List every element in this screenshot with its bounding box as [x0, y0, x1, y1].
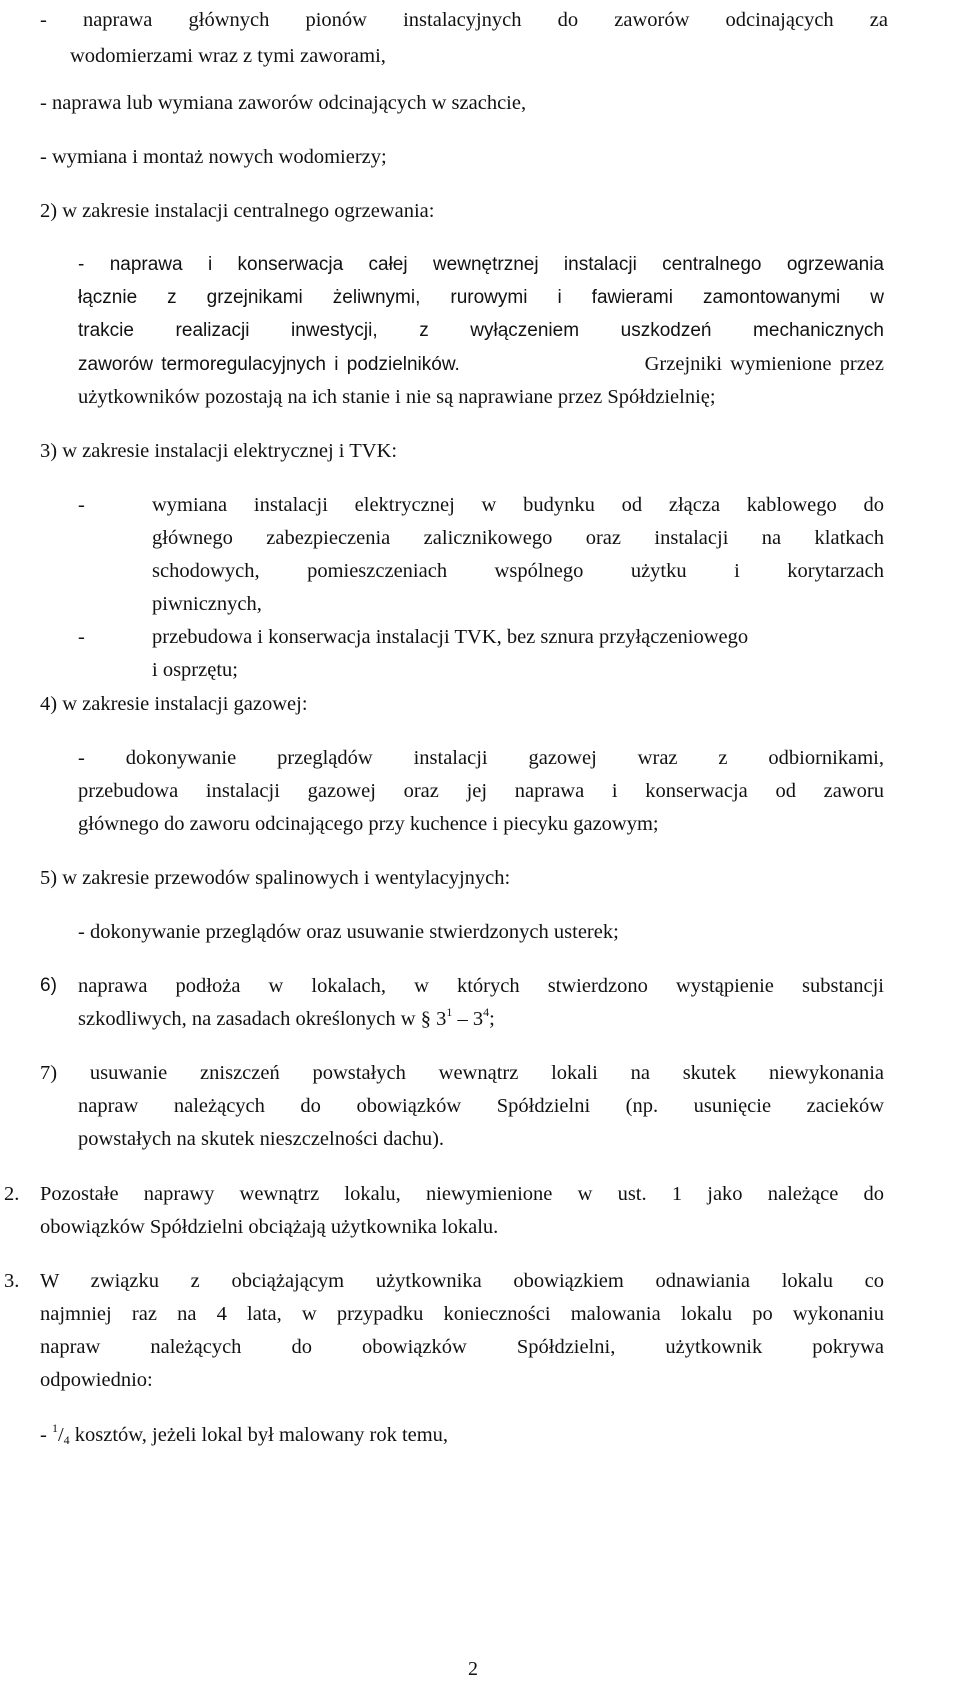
section-heading-heating: 2) w zakresie instalacji centralnego ogrzewania:	[40, 200, 435, 222]
cost-dash: -	[40, 1424, 52, 1446]
list-item-heating-line3: trakcie realizacji inwestycji, z wyłączeniem uszkodzeń mechanicznych	[78, 320, 884, 341]
paragraph-3-line3: napraw należących do obowiązków Spółdzielni, użytkownik pokrywa	[40, 1336, 884, 1358]
dash-marker: -	[78, 626, 85, 648]
list-item-valves: - naprawa lub wymiana zaworów odcinających w szachcie,	[40, 92, 527, 114]
list-item-tvk-line2: i osprzętu;	[152, 659, 238, 681]
paragraph-3-line2: najmniej raz na 4 lata, w przypadku konieczności malowania lokalu po wykonaniu	[40, 1303, 884, 1325]
fraction-denominator: 4	[63, 1433, 70, 1447]
item-number: 6)	[40, 975, 57, 996]
paragraph-2-line1: Pozostałe naprawy wewnątrz lokalu, niewymienione w ust. 1 jako należące do	[40, 1183, 884, 1205]
paragraph-3-line1: W związku z obciążającym użytkownika obowiązkiem odnawiania lokalu co	[40, 1270, 884, 1292]
heating-text-serif: Grzejniki wymienione przez	[644, 353, 884, 375]
paragraph-number: 2.	[4, 1183, 20, 1205]
section-heading-gas: 4) w zakresie instalacji gazowej:	[40, 693, 308, 715]
list-item-damage-line2: napraw należących do obowiązków Spółdzielni (np. usunięcie zacieków	[78, 1095, 884, 1117]
list-item-heating-line1: - naprawa i konserwacja całej wewnętrznej instalacji centralnego ogrzewania	[78, 254, 884, 275]
list-item-electrical-line3: schodowych, pomieszczeniach wspólnego użytku i korytarzach	[152, 560, 884, 582]
list-item-electrical-line1: wymiana instalacji elektrycznej w budynku od złącza kablowego do	[152, 494, 884, 516]
list-item-heating-line4	[78, 352, 884, 377]
list-item-water-meters: - wymiana i montaż nowych wodomierzy;	[40, 146, 387, 168]
list-item-tvk-line1: przebudowa i konserwacja instalacji TVK, bez sznura przyłączeniowego	[152, 626, 749, 648]
list-item-heating-line5: użytkowników pozostają na ich stanie i nie są naprawiane przez Spółdzielnię;	[78, 386, 716, 408]
dash-marker: -	[78, 494, 85, 516]
substrate-end-text: ;	[489, 1008, 495, 1030]
list-item-electrical-line2: głównego zabezpieczenia zalicznikowego oraz instalacji na klatkach	[152, 527, 884, 549]
superscript: 1	[446, 1005, 453, 1019]
substrate-range-text: – 3	[452, 1008, 484, 1030]
fraction-numerator: 1	[51, 1421, 58, 1435]
list-item-substrate-line2	[78, 1007, 495, 1031]
list-item-substrate-line1: naprawa podłoża w lokalach, w których stwierdzono wystąpienie substancji	[78, 975, 884, 997]
list-item-gas-line3: głównego do zaworu odcinającego przy kuchence i piecyku gazowym;	[78, 813, 659, 835]
list-item-electrical-line4: piwnicznych,	[152, 593, 262, 615]
list-item-gas-line2: przebudowa instalacji gazowej oraz jej naprawa i konserwacja od zaworu	[78, 780, 884, 802]
list-item-flues: - dokonywanie przeglądów oraz usuwanie stwierdzonych usterek;	[78, 921, 619, 943]
paragraph-3-line4: odpowiednio:	[40, 1369, 153, 1391]
list-item-cost	[40, 1423, 448, 1447]
paragraph-number: 3.	[4, 1270, 20, 1292]
section-heading-electrical: 3) w zakresie instalacji elektrycznej i TVK:	[40, 440, 398, 462]
list-item-water-risers-cont: wodomierzami wraz z tymi zaworami,	[70, 45, 386, 67]
list-item-damage-line3: powstałych na skutek nieszczelności dachu).	[78, 1128, 445, 1150]
cost-text: kosztów, jeżeli lokal był malowany rok temu,	[69, 1424, 449, 1446]
section-heading-flues: 5) w zakresie przewodów spalinowych i wentylacyjnych:	[40, 867, 511, 889]
paragraph-2-line2: obowiązków Spółdzielni obciążają użytkownika lokalu.	[40, 1216, 499, 1238]
list-item-damage-line1	[40, 1061, 884, 1085]
superscript: 4	[483, 1005, 490, 1019]
heating-text-sans: zaworów termoregulacyjnych i podzielników.	[78, 354, 460, 375]
substrate-text: szkodliwych, na zasadach określonych w § 3	[78, 1008, 447, 1030]
page-number: 2	[468, 1658, 478, 1680]
list-item-gas-line1: - dokonywanie przeglądów instalacji gazowej wraz z odbiornikami,	[78, 747, 884, 769]
fraction-slash: /	[57, 1424, 64, 1446]
list-item-water-risers: - naprawa głównych pionów instalacyjnych do zaworów odcinających za	[40, 9, 888, 31]
damage-line1-text: 7) usuwanie zniszczeń powstałych wewnątrz lokali na skutek niewykonania	[40, 1062, 884, 1084]
list-item-heating-line2: łącznie z grzejnikami żeliwnymi, rurowymi i fawierami zamontowanymi w	[78, 287, 884, 308]
